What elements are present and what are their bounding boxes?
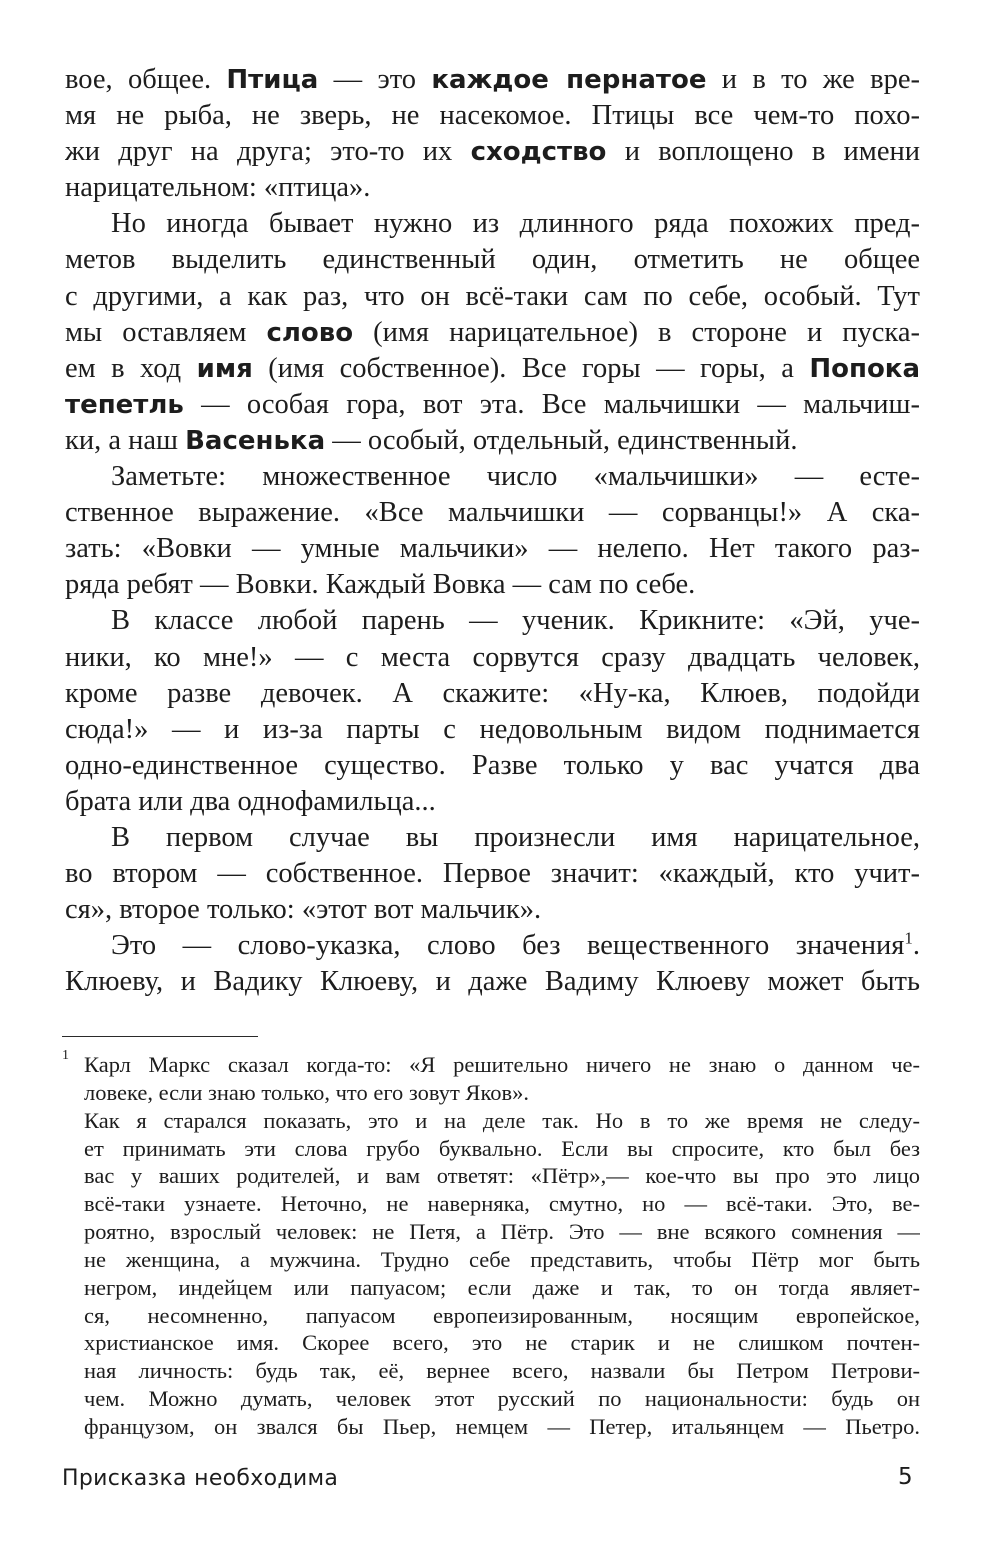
text-line: метов выделить единственный один, отметить не общее [65,244,920,276]
text-line: ки, а наш Васенька — особый, отдельный, единственный. [65,424,798,456]
text-line: ем в ход имя (имя собственное). Все горы — горы, а Попока [65,352,920,384]
text-line: жи друг на друга; это-то их сходство и воплощено в имени [65,136,920,168]
footnote-line: не женщина, а мужчина. Трудно себе представить, чтобы Пётр мог быть [84,1246,920,1272]
text-line: зать: «Вовки — умные мальчики» — нелепо. Нет такого раз- [65,533,920,565]
footnote-line: христианское имя. Скорее всего, это не старик и не слишком почтен- [84,1330,920,1356]
text-line: Клюеву, и Вадику Клюеву, и даже Вадиму Клюеву может быть [65,966,920,998]
text-line: одно-единственное существо. Разве только у вас учатся два [65,749,920,781]
text-line: В классе любой парень — ученик. Крикните: «Эй, уче- [111,605,920,637]
text-line: В первом случае вы произнесли имя нарицательное, [111,821,920,853]
bold-term: Птица [226,65,319,95]
footnote-line: вас у ваших родителей, и вам ответят: «Пётр»,— кое-что вы про это лицо [84,1163,920,1189]
text-line: ся», второе только: «этот вот мальчик». [65,894,542,926]
footnote-reference[interactable]: 1 [904,928,913,948]
text-line: мы оставляем слово (имя нарицательное) в стороне и пуска- [65,316,920,348]
page-number: 5 [898,1464,913,1490]
text-line: Заметьте: множественное число «мальчишки» — есте- [111,461,920,493]
footnote-line: ся, несомненно, папуасом европеизированным, носящим европейское, [84,1302,920,1328]
bold-term: тепетль [65,389,184,420]
footnote-line: чем. Можно думать, человек этот русский по национальности: будь он [84,1386,920,1412]
footnote-separator [62,1036,258,1037]
bold-term: каждое пернатое [431,65,707,95]
text-line: Но иногда бывает нужно из длинного ряда похожих пред- [111,208,920,240]
footnote-line: Карл Маркс сказал когда-то: «Я решительно ничего не знаю о данном че- [84,1052,920,1077]
text-line: ники, ко мне!» — с места сорвутся сразу двадцать человек, [65,641,920,673]
bold-term: Васенька [185,425,326,456]
text-line: во втором — собственное. Первое значит: «каждый, кто учит- [65,858,920,890]
footnote-line: всё-таки узнаете. Неточно, не наверняка, смутно, но — всё-таки. Это, ве- [84,1191,920,1217]
bold-term: имя [196,353,253,384]
text-line: кроме разве девочек. А скажите: «Ну-ка, Клюев, подойди [65,677,920,709]
footnote-line: французом, он звался бы Пьер, немцем — Петер, итальянцем — Пьетро. [84,1413,920,1439]
text-line: ряда ребят — Вовки. Каждый Вовка — сам по себе. [65,569,696,601]
text-line: сюда!» — и из-за парты с недовольным видом поднимается [65,713,920,745]
text-line: Это — слово-указка, слово без вещественного значения$^1$. [111,928,920,962]
footnote [84,1051,920,1441]
bold-term: сходство [470,137,607,168]
bold-term: слово [266,317,354,348]
text-line: ственное выражение. «Все мальчишки — сорванцы!» А ска- [65,497,920,529]
bold-term: Попока [809,353,920,384]
text-line: с другими, а как раз, что он всё-таки сам по себе, особый. Тут [65,280,920,312]
footnote-line: Как я старался показать, это и на деле так. Но в то же время не следу- [84,1107,920,1133]
footnote-line: ная личность: будь так, её, вернее всего, назвали бы Петром Петрови- [84,1358,920,1384]
text-line: вое, общее. Птица — это каждое пернатое и в то же вре- [65,64,920,95]
footnote-line: негром, индейцем или папуасом; если даже и так, то он тогда являет- [84,1274,920,1300]
running-title: Присказка необходима [62,1466,339,1491]
footnote-line: ет принимать эти слова грубо буквально. Если вы спросите, кто был без [84,1135,920,1161]
text-line: мя не рыба, не зверь, не насекомое. Птицы все чем-то похо- [65,100,920,132]
text-line: тепетль — особая гора, вот эта. Все мальчишки — мальчиш- [65,388,920,420]
main-text [65,62,920,1000]
text-line: брата или два однофамильца... [65,785,436,817]
text-line: нарицательном: «птица». [65,172,371,204]
footnote-line: роятно, взрослый человек: не Петя, а Пётр. Это — вне всякого сомнения — [84,1219,920,1245]
footnote-marker: 1 [62,1048,69,1063]
footnote-line: ловеке, если знаю только, что его зовут Яков». [84,1079,529,1105]
